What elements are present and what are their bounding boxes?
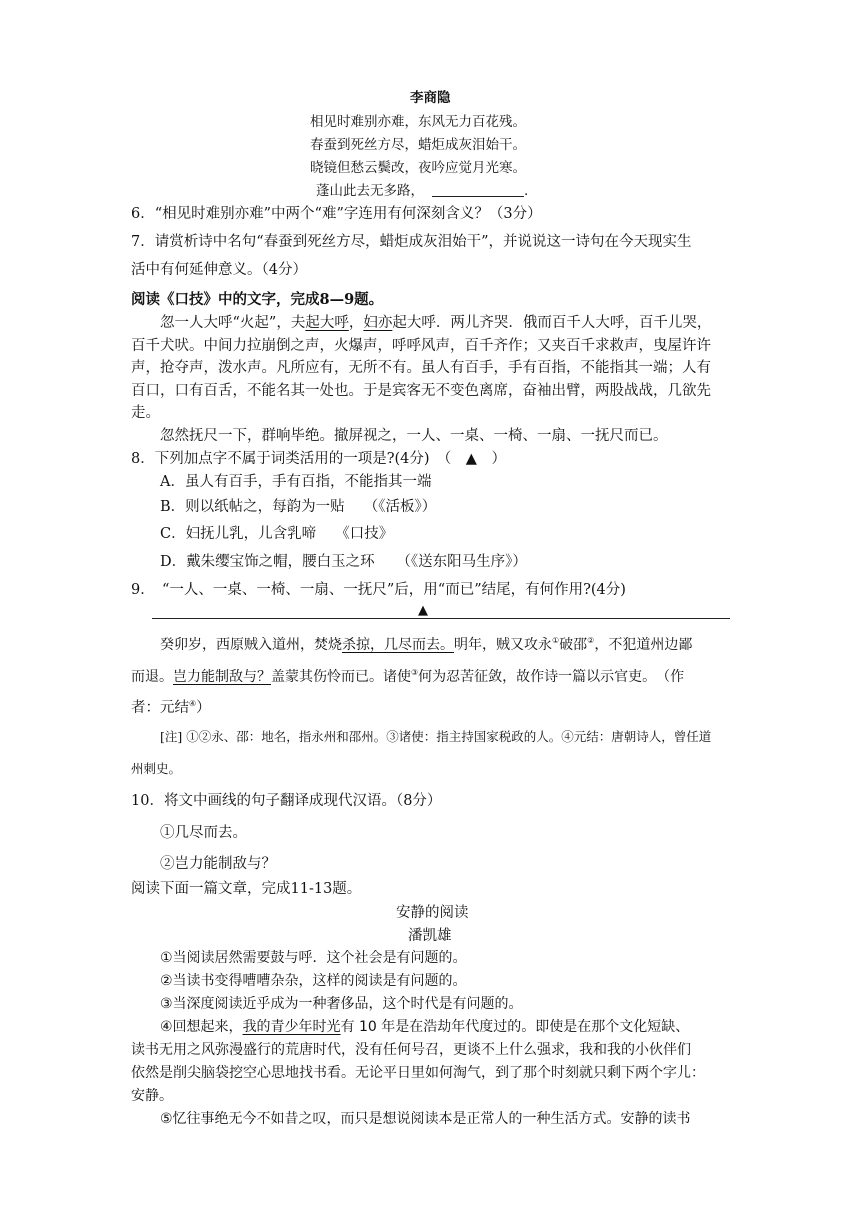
reading-title: 安静的阅读	[396, 905, 469, 921]
kouji-para-1-line-1: 忽一人大呼“火起”，夫起大呼，妇亦起大呼．两儿齐哭．俄而百千人大呼，百千儿哭，	[160, 315, 712, 331]
answer-mark: ▲	[418, 603, 428, 618]
answer-line	[152, 618, 730, 619]
poem-line-2: 春蚕到死丝方尽，蜡炬成灰泪始干。	[310, 137, 526, 153]
poem-line-4: 蓬山此去无多路， .	[316, 183, 529, 199]
question-6: 6．“相见时难别亦难”中两个“难”字连用有何深刻含义？（3分）	[131, 206, 542, 222]
question-8-option-a: A．虽人有百手，手有百指，不能指其一端	[160, 474, 432, 490]
classical-line-1: 癸卯岁，西原贼入道州，焚烧杀掠，几尽而去。明年，贼又攻永①破邵②，不犯道州边鄙	[160, 636, 693, 653]
question-10-stem: 10．将文中画线的句子翻译成现代汉语。（8分）	[131, 793, 442, 809]
reading-para-4-line-1: ④回想起来，我的青少年时光有 10 年是在浩劫年代度过的。即使是在那个文化短缺、	[160, 1019, 690, 1035]
reading-para-3: ③当深度阅读近乎成为一种奢侈品，这个时代是有问题的。	[160, 996, 523, 1012]
reading-para-4-line-3: 依然是削尖脑袋挖空心思地找书看。无论平日里如何淘气，到了那个时刻就只剩下两个字儿：	[131, 1065, 705, 1081]
reading-para-4-line-4: 安静。	[131, 1088, 173, 1104]
kouji-para-1-line-3: 声，抢夺声，泼水声。凡所应有，无所不有。虽人有百手，手有百指，不能指其一端；人有	[131, 360, 711, 376]
reading-para-1: ①当阅读居然需要鼓与呼．这个社会是有问题的。	[160, 950, 467, 966]
kouji-para-1-line-4: 百口，口有百舌，不能名其一处也。于是宾客无不变色离席，奋袖出臂，两股战战，几欲先	[131, 383, 711, 399]
question-9-stem: 9． “一人、一桌、一椅、一扇、一抚尺”后，用“而已”结尾，有何作用?(4分)	[131, 582, 626, 598]
poem-line-3: 晓镜但愁云鬓改，夜吟应觉月光寒。	[310, 160, 526, 176]
question-8-option-b: B．则以纸帖之，每韵为一贴 （《活板》）	[160, 499, 437, 515]
kouji-para-2: 忽然抚尺一下，群响毕绝。撤屏视之，一人、一桌、一椅、一扇、一抚尺而已。	[160, 428, 668, 444]
reading-para-4-line-2: 读书无用之风弥漫盛行的荒唐时代，没有任何号召，更谈不上什么强求，我和我的小伙伴们	[131, 1042, 691, 1058]
question-7-line-2: 活中有何延伸意义。（4分）	[131, 262, 307, 278]
reading-author: 潘凯雄	[408, 928, 452, 944]
question-8-stem: 8．下列加点字不属于词类活用的一项是?(4分) （ ▲ ）	[131, 451, 506, 467]
question-10-item-2: ②岂力能制敌与？	[160, 856, 276, 872]
annotation-line-2: 州刺史。	[131, 761, 182, 776]
question-8-option-c: C．妇抚儿乳，儿含乳啼 《口技》	[160, 526, 394, 542]
reading-intro: 阅读下面一篇文章，完成11-13题。	[131, 881, 362, 897]
classical-line-2: 而退。岂力能制敌与？盖蒙其伤怜而已。诸使③何为忍苦征敛，故作诗一篇以示官吏。 （作	[131, 668, 685, 685]
kouji-heading: 阅读《口技》中的文字，完成8—9题。	[131, 291, 384, 308]
poem-author: 李商隐	[410, 90, 451, 106]
reading-para-2: ②当读书变得嘈嘈杂杂，这样的阅读是有问题的。	[160, 973, 467, 989]
annotation-line-1: [注] ①②永、邵：地名，指永州和邵州。③诸使：指主持国家税政的人。④元结：唐朝诗人，曾任道	[160, 729, 712, 744]
kouji-para-1-line-2: 百千犬吠。中间力拉崩倒之声，火爆声，呼呼风声，百千齐作；又夹百千求救声，曳屋许许	[131, 338, 711, 354]
question-10-item-1: ①几尽而去。	[160, 825, 247, 841]
poem-line-1: 相见时难别亦难，东风无力百花残。	[310, 114, 526, 130]
kouji-para-1-line-5: 走。	[131, 405, 160, 421]
question-8-option-d: D．戴朱缨宝饰之帽，腰白玉之环 （《送东阳马生序》）	[160, 554, 527, 570]
question-7-line-1: 7．请赏析诗中名句“春蚕到死丝方尽，蜡炬成灰泪始干”，并说说这一诗句在今天现实生	[131, 234, 692, 250]
classical-line-3: 者：元结④）	[131, 699, 211, 716]
reading-para-5: ⑤忆往事绝无今不如昔之叹，而只是想说阅读本是正常人的一种生活方式。安静的读书	[160, 1111, 691, 1127]
fill-blank[interactable]	[432, 182, 524, 197]
